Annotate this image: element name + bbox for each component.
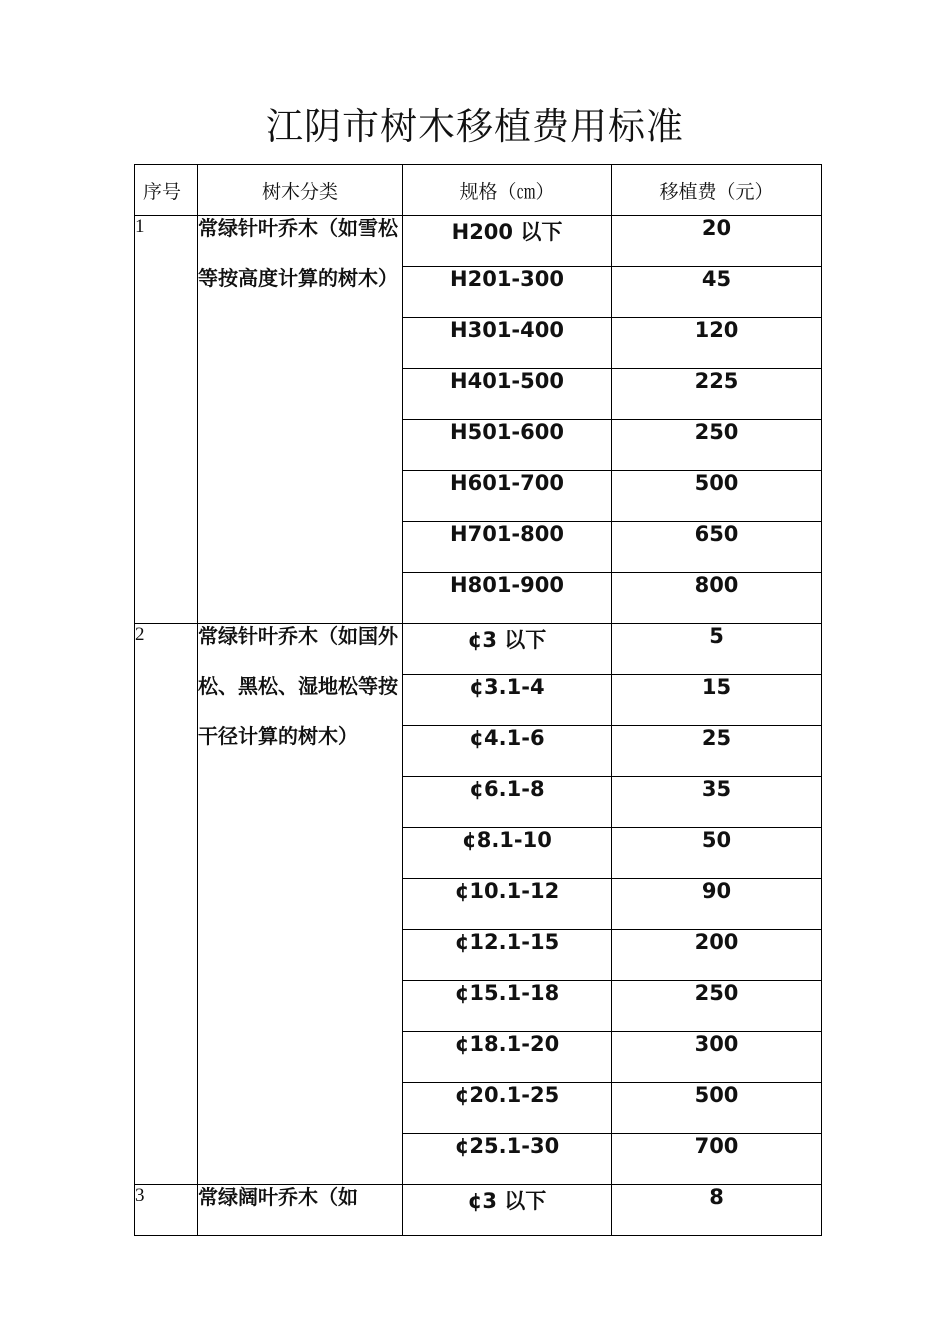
- fee-cell: 90: [612, 879, 822, 930]
- spec-cell: ¢3 以下: [403, 624, 612, 675]
- spec-cell: ¢20.1-25: [403, 1083, 612, 1134]
- category-text: 常绿阔叶乔木（如: [198, 1185, 358, 1209]
- spec-cell: ¢6.1-8: [403, 777, 612, 828]
- fee-cell: 650: [612, 522, 822, 573]
- spec-cell: ¢3.1-4: [403, 675, 612, 726]
- table-row: [135, 624, 822, 675]
- spec-cell: ¢4.1-6: [403, 726, 612, 777]
- fee-table: [134, 164, 822, 1236]
- spec-cell: ¢15.1-18: [403, 981, 612, 1032]
- page-title: 江阴市树木移植费用标准: [266, 105, 684, 148]
- spec-cell: ¢25.1-30: [403, 1134, 612, 1185]
- header-category: 树木分类: [198, 165, 403, 216]
- fee-cell: 50: [612, 828, 822, 879]
- spec-cell: H201-300: [403, 267, 612, 318]
- table-row: [135, 1185, 822, 1236]
- seq-cell: 3: [135, 1185, 198, 1236]
- category-cell: [198, 216, 403, 624]
- spec-cell: H501-600: [403, 420, 612, 471]
- table-row: [135, 216, 822, 267]
- spec-cell: H200 以下: [403, 216, 612, 267]
- fee-cell: 250: [612, 420, 822, 471]
- fee-cell: 120: [612, 318, 822, 369]
- fee-cell: 700: [612, 1134, 822, 1185]
- fee-cell: 35: [612, 777, 822, 828]
- spec-cell: H701-800: [403, 522, 612, 573]
- fee-cell: 500: [612, 471, 822, 522]
- category-cell: [198, 624, 403, 1185]
- spec-cell: ¢18.1-20: [403, 1032, 612, 1083]
- fee-cell: 45: [612, 267, 822, 318]
- spec-cell: H601-700: [403, 471, 612, 522]
- header-fee: 移植费（元）: [612, 165, 822, 216]
- fee-cell: 500: [612, 1083, 822, 1134]
- fee-cell: 250: [612, 981, 822, 1032]
- fee-cell: 20: [612, 216, 822, 267]
- fee-cell: 200: [612, 930, 822, 981]
- spec-cell: ¢8.1-10: [403, 828, 612, 879]
- seq-cell: 1: [135, 216, 198, 624]
- spec-cell: ¢12.1-15: [403, 930, 612, 981]
- header-spec: 规格（㎝）: [403, 165, 612, 216]
- header-seq: 序号: [135, 165, 198, 216]
- fee-cell: 25: [612, 726, 822, 777]
- fee-cell: 300: [612, 1032, 822, 1083]
- fee-cell: 225: [612, 369, 822, 420]
- spec-cell: H801-900: [403, 573, 612, 624]
- category-text: 常绿针叶乔木（如国外松、黑松、湿地松等按干径计算的树木）: [198, 624, 398, 748]
- spec-cell: ¢10.1-12: [403, 879, 612, 930]
- fee-cell: 800: [612, 573, 822, 624]
- category-text: 常绿针叶乔木（如雪松等按高度计算的树木）: [198, 216, 398, 290]
- spec-cell: ¢3 以下: [403, 1185, 612, 1236]
- fee-cell: 8: [612, 1185, 822, 1236]
- seq-cell: 2: [135, 624, 198, 1185]
- spec-cell: H301-400: [403, 318, 612, 369]
- fee-cell: 15: [612, 675, 822, 726]
- table-body: [135, 216, 822, 1236]
- category-cell: [198, 1185, 403, 1236]
- fee-cell: 5: [612, 624, 822, 675]
- spec-cell: H401-500: [403, 369, 612, 420]
